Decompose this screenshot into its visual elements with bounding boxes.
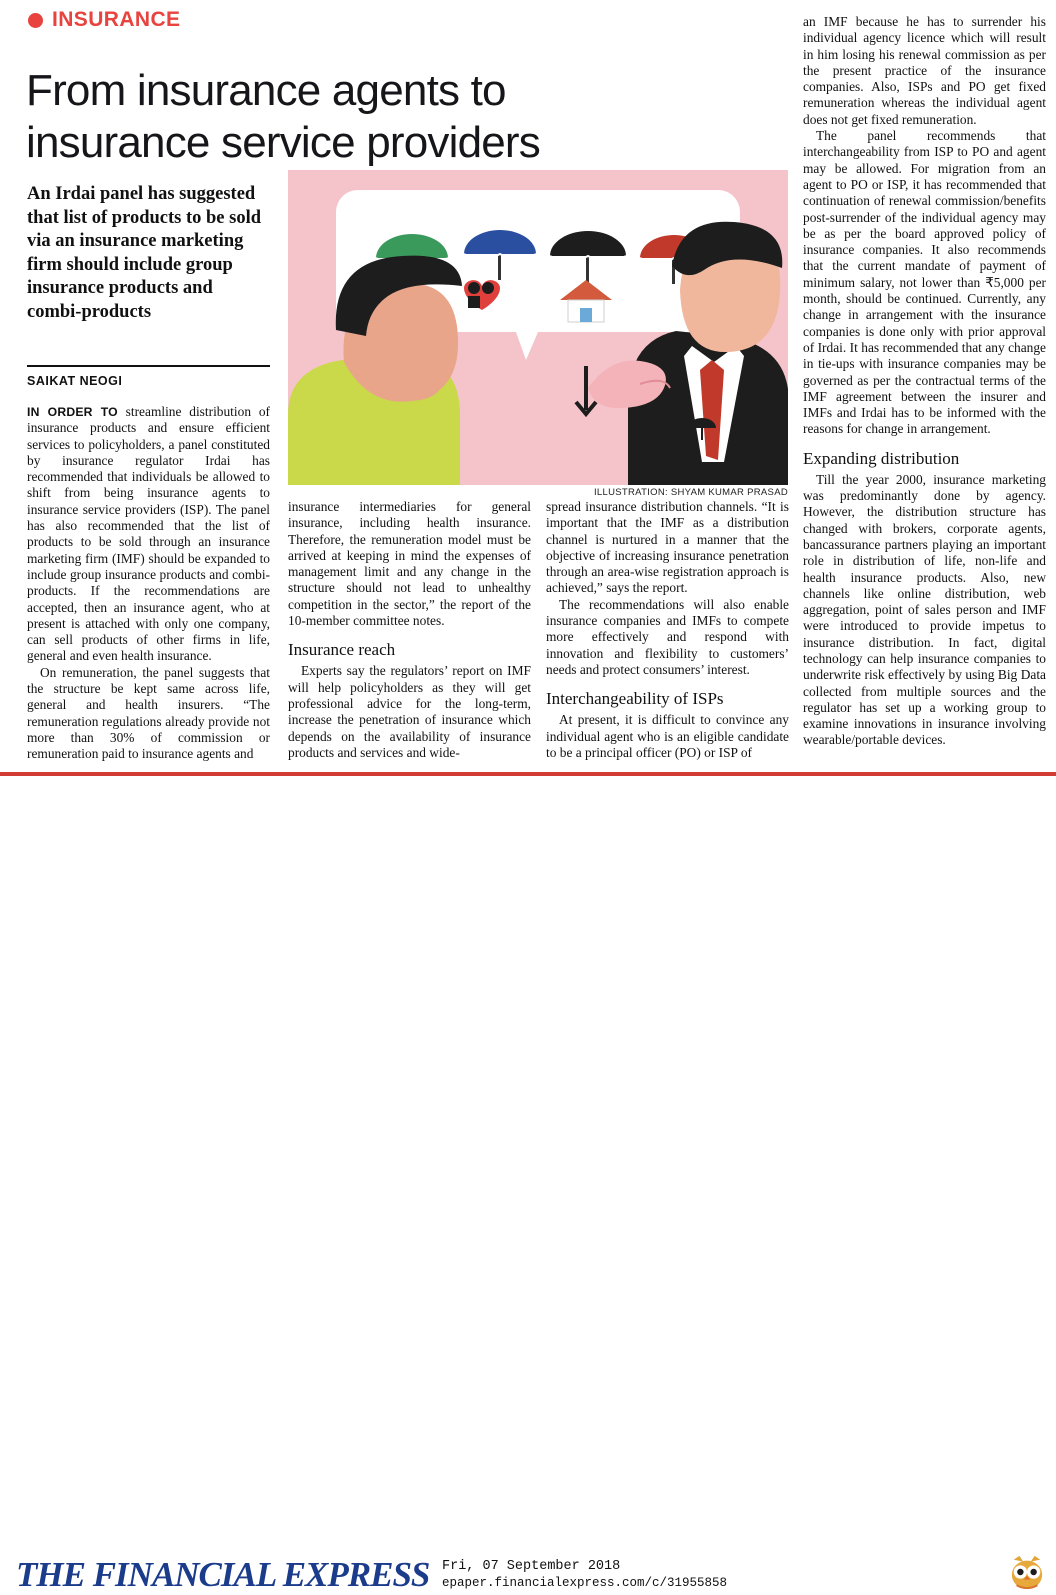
- standfirst: An Irdai panel has suggested that list of products to be sold via an insurance marketing firm should include group insurance products and combi-products: [27, 184, 262, 322]
- byline-divider: [27, 365, 270, 367]
- col2-paragraph-2: Experts say the regulators’ report on IMF will help policyholders as they will get professional advice for the long-term, increase the penetration of insurance which depends on the availability of insurance products and services and wide-: [288, 663, 531, 760]
- col4-subhead: Expanding distribution: [803, 448, 960, 468]
- illustration-graphic: [288, 170, 788, 485]
- headline: From insurance agents to insurance service providers: [26, 66, 540, 168]
- illustration-caption: ILLUSTRATION: SHYAM KUMAR PRASAD: [593, 487, 788, 498]
- col3-subhead: Interchangeability of ISPs: [546, 689, 724, 709]
- owl-icon: [1008, 1554, 1046, 1590]
- bullet-dot-icon: [28, 13, 43, 28]
- col1-paragraph-2: On remuneration, the panel suggests that the structure be kept same across life, general and health insurers. “The remuneration regulations already provide not more than 30% of commission or remuneration paid to insurance agents and: [27, 664, 270, 762]
- col2-subhead: Insurance reach: [288, 640, 396, 660]
- lead-dropcaps: IN ORDER TO: [27, 405, 118, 419]
- section-kicker-label: INSURANCE: [52, 8, 181, 31]
- article-illustration: [288, 170, 788, 485]
- col2-paragraph-1: insurance intermediaries for general insurance, including health insurance. Therefore, the remuneration model must be arrived at keeping in mind the expenses of management limit and any change in the structure should not lead to unhealthy competition in the sector,” the report of the 10-member committee notes.: [288, 499, 531, 629]
- body-column-3: [546, 499, 789, 761]
- col3-paragraph-1: spread insurance distribution channels. “It is important that the IMF as a distribution channel is nurtured in a manner that the objective of increasing insurance penetration through an area-wise registration approach is achieved,” says the report.: [546, 499, 789, 596]
- epaper-url[interactable]: epaper.financialexpress.com/c/31955858: [442, 1576, 728, 1590]
- col3-paragraph-3: At present, it is difficult to convince any individual agent who is an eligible candidate to be a principal officer (PO) or ISP of: [546, 712, 789, 760]
- col3-paragraph-2: The recommendations will also enable insurance companies and IMFs to compete more effectively and respond with innovation and flexibility to customers’ needs and protect consumers’ interest.: [546, 596, 789, 677]
- section-kicker: [28, 8, 180, 32]
- body-column-1: [27, 404, 270, 763]
- footer-bar: [0, 776, 1056, 1594]
- body-column-4: [803, 14, 1046, 749]
- byline: SAIKAT NEOGI: [27, 374, 123, 388]
- col4-paragraph-2: The panel recommends that interchangeability from ISP to PO and agent may be allowed. For migration from an agent to PO or ISP, it has recommended that continuation of renewal commission/benefits post-surrender of the individual agency may be as per the board approved policy of insurance companies. It also recommends that the current mandate of payment of minimum salary, not lower than ₹5,000 per month, should be continued. Currently, any change in arrangement with the insurance companies is done only with prior approval of Irdai. It has recommended that any change in tie-ups with insurance companies may be governed as per the contractual terms of the IMF agreement between the insurer and IMFs and Irdai has to be informed with the reasons for change in arrangement.: [803, 128, 1046, 437]
- body-column-2: [288, 499, 531, 761]
- col4-paragraph-3: Till the year 2000, insurance marketing was predominantly done by agency. However, the distribution structure has changed with brokers, corporate agents, bancassurance partners playing an important role in distribution of life, non-life and health insurance products. Also, new channels like online distribution, web aggregation, point of sales person and IMF were introduced to provide impetus to insurance distribution. In fact, digital technology can help insurance companies to underwrite risk effectively by using Big Data collected from multiple sources and the regulator has set up a working group to examine innovations in insurance involving wearable/portable devices.: [803, 471, 1046, 748]
- col4-paragraph-1: an IMF because he has to surrender his individual agency licence which will result in him losing his renewal commission as per the present practice of the insurance companies. Also, ISPs and PO get fixed remuneration whereas the individual agent does not get fixed remuneration.: [803, 14, 1046, 127]
- publication-date: Fri, 07 September 2018: [442, 1559, 621, 1574]
- masthead-logo: THE FINANCIAL EXPRESS: [16, 1555, 430, 1594]
- col1-paragraph-1: streamline distribution of insurance products and ensure efficient services to policyholders, a panel constituted by insurance regulator Irdai has recommended that individuals be allowed to shift from being insurance agents to insurance service providers (ISP). The panel has also recommended that the list of products to be sold through an insurance marketing firm (IMF) should be expanded to include group insurance products and combi-products. If the recommendations are accepted, then an insurance agent, who at present is attached with only one company, can sell products of other firms in life, general and even health insurance.: [27, 404, 270, 664]
